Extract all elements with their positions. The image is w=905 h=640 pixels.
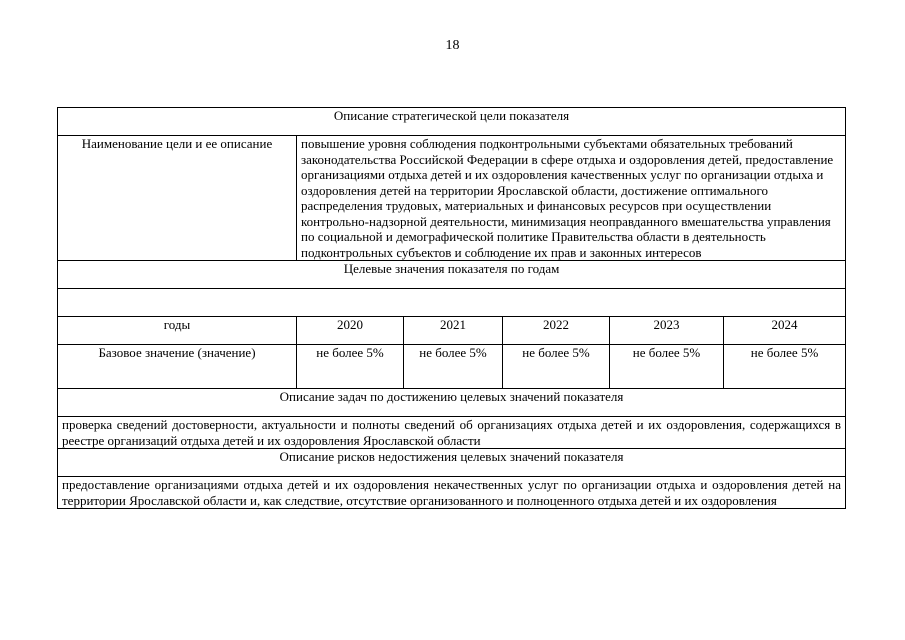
year-cell: 2023 — [610, 317, 724, 345]
strategic-goal-header: Описание стратегической цели показателя — [58, 108, 846, 136]
base-value-cell: не более 5% — [404, 345, 503, 389]
year-cell: 2022 — [503, 317, 610, 345]
year-cell: 2021 — [404, 317, 503, 345]
target-values-header: Целевые значения показателя по годам — [58, 261, 846, 289]
risks-header: Описание рисков недостижения целевых значений показателя — [58, 449, 846, 477]
base-value-label: Базовое значение (значение) — [58, 345, 297, 389]
base-value-cell: не более 5% — [297, 345, 404, 389]
base-value-cell: не более 5% — [503, 345, 610, 389]
base-value-cell: не более 5% — [610, 345, 724, 389]
goal-description: повышение уровня соблюдения подконтрольными субъектами обязательных требований законодательства Российской Федерации в сфере отдыха и оздоровления детей, предоставление организациями отдыха детей и их оздоровления качественных услуг по организации отдыха и оздоровления детей на территории Ярославской области, достижение оптимального распределения трудовых, материальных и финансовых ресурсов при осуществлении контрольно-надзорной деятельности, минимизация неоправданного вмешательства управления по социальной и демографической политике Правительства области в деятельность подконтрольных субъектов и соблюдение их прав и законных интересов — [297, 136, 846, 261]
year-cell: 2020 — [297, 317, 404, 345]
base-value-cell: не более 5% — [724, 345, 846, 389]
empty-row — [58, 289, 846, 317]
risks-description: предоставление организациями отдыха детей и их оздоровления некачественных услуг по организации отдыха и оздоровления детей на территории Ярославской области и, как следствие, отсутствие организованного и полноценного отдыха детей и их оздоровления — [58, 477, 846, 509]
tasks-description: проверка сведений достоверности, актуальности и полноты сведений об организациях отдыха детей и их оздоровления, содержащихся в реестре организаций отдыха детей и их оздоровления Ярославской области — [58, 417, 846, 449]
years-label: годы — [58, 317, 297, 345]
year-cell: 2024 — [724, 317, 846, 345]
goal-label: Наименование цели и ее описание — [58, 136, 297, 261]
indicator-table — [57, 107, 846, 509]
page-number: 18 — [445, 38, 460, 53]
tasks-header: Описание задач по достижению целевых значений показателя — [58, 389, 846, 417]
